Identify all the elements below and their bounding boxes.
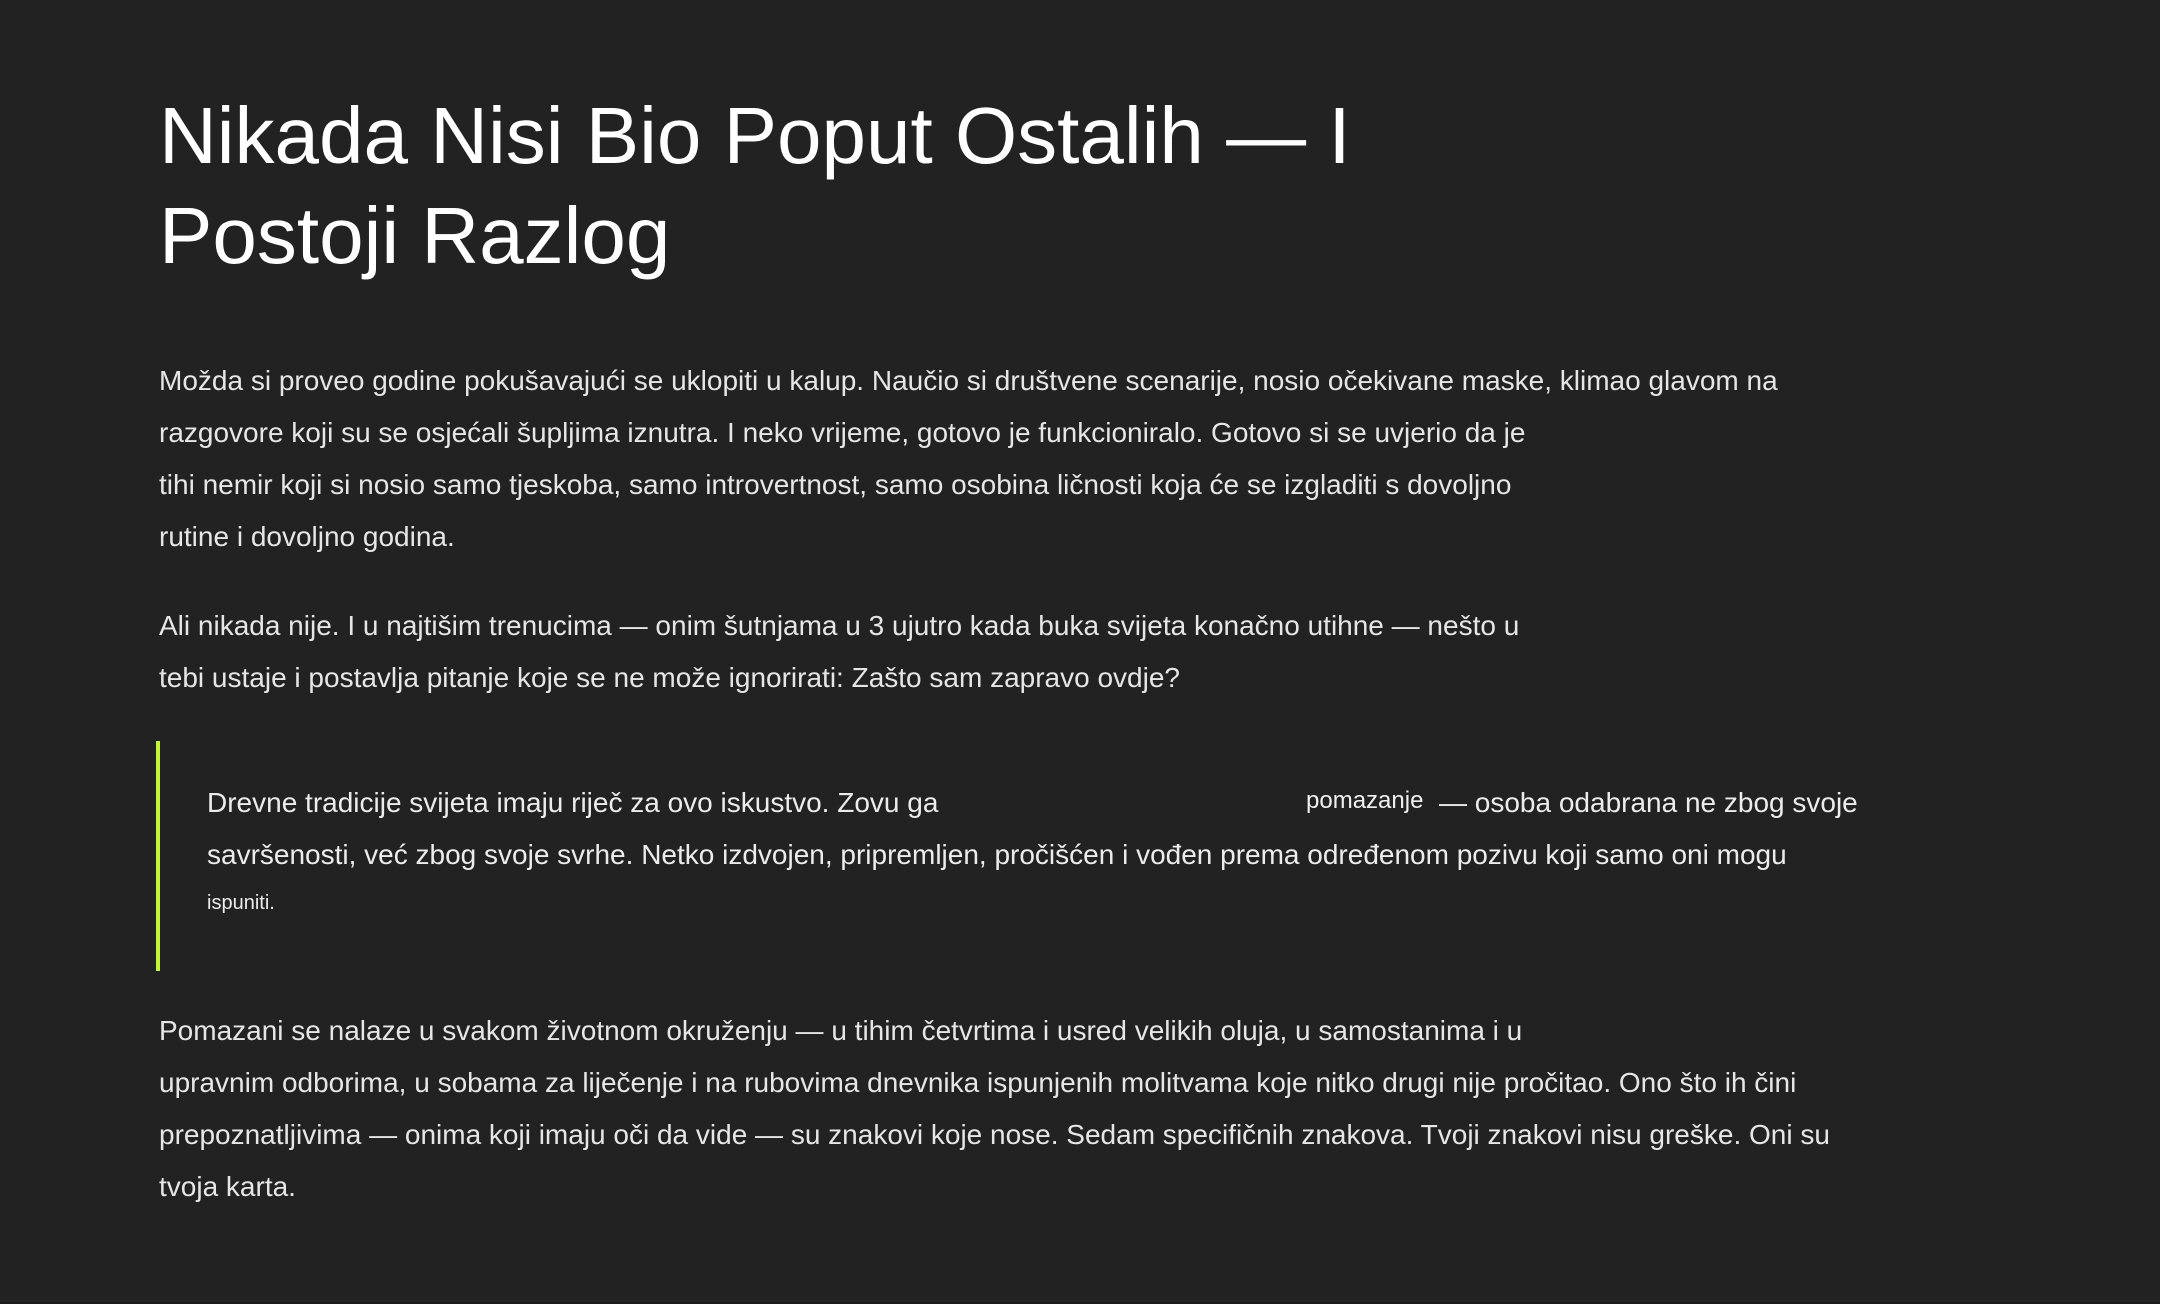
paragraph-line: Možda si proveo godine pokušavajući se uklopiti u kalup. Naučio si društvene scenarije, nosio očekivane maske, klimao glavom na xyxy=(159,365,1778,396)
paragraph-line: tvoja karta. xyxy=(159,1171,296,1202)
blockquote-accent-bar xyxy=(156,741,160,971)
paragraph-line: prepoznatljivima — onima koji imaju oči da vide — su znakovi koje nose. Sedam specifičnih znakova. Tvoji znakovi nisu greške. Oni su xyxy=(159,1119,1830,1150)
blockquote-line: ispuniti. xyxy=(207,892,275,914)
paragraph-line: rutine i dovoljno godina. xyxy=(159,521,455,552)
article-title-line-1: Nikada Nisi Bio Poput Ostalih — I xyxy=(159,91,1351,180)
paragraph-line: tebi ustaje i postavlja pitanje koje se ne može ignorirati: Zašto sam zapravo ovdje? xyxy=(159,662,1180,693)
paragraph-line: tihi nemir koji si nosio samo tjeskoba, samo introvertnost, samo osobina ličnosti koja će se izgladiti s dovoljno xyxy=(159,469,1512,500)
highlighted-term: pomazanje xyxy=(1306,787,1424,814)
blockquote-line: Drevne tradicije svijeta imaju riječ za ovo iskustvo. Zovu ga xyxy=(207,787,939,818)
paragraph-line: Ali nikada nije. I u najtišim trenucima — onim šutnjama u 3 ujutro kada buka svijeta konačno utihne — nešto u xyxy=(159,610,1520,641)
blockquote-line: savršenosti, već zbog svoje svrhe. Netko izdvojen, pripremljen, pročišćen i vođen prema određenom pozivu koji samo oni mogu xyxy=(207,839,1787,870)
paragraph-line: upravnim odborima, u sobama za liječenje i na rubovima dnevnika ispunjenih molitvama koje nitko drugi nije pročitao. Ono što ih čini xyxy=(159,1067,1797,1098)
article-title xyxy=(159,86,1351,286)
article-title-line-2: Postoji Razlog xyxy=(159,191,671,280)
blockquote-line: — osoba odabrana ne zbog svoje xyxy=(1439,787,1858,818)
paragraph-line: razgovore koji su se osjećali šupljima iznutra. I neko vrijeme, gotovo je funkcioniralo. Gotovo si se uvjerio da je xyxy=(159,417,1526,448)
paragraph-line: Pomazani se nalaze u svakom životnom okruženju — u tihim četvrtima i usred velikih oluja, u samostanima i u xyxy=(159,1015,1523,1046)
